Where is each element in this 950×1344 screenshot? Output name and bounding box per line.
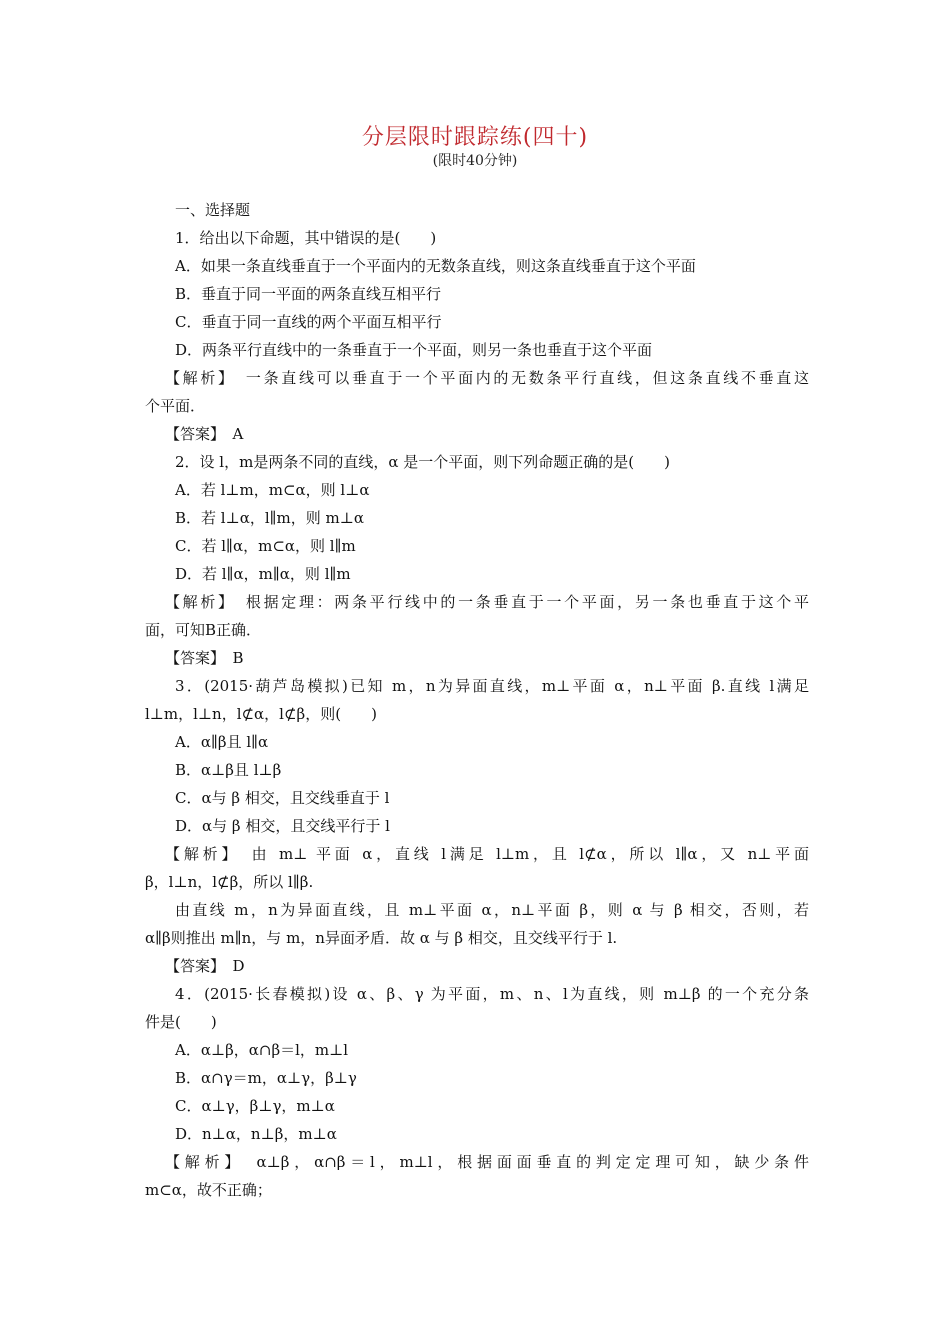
text-line: C．α与 β 相交，且交线垂直于 l [175, 789, 390, 807]
text-line: 4．(2015·长春模拟)设 α、β、γ 为平面，m、n、l为直线，则 m⊥β 的一个充分条 [175, 985, 809, 1003]
text-line: 【答案】 D [165, 957, 245, 975]
text-line: D．α与 β 相交，且交线平行于 l [175, 817, 390, 835]
text-line: B．α∩γ＝m，α⊥γ，β⊥γ [175, 1069, 357, 1087]
text-line: 2．设 l，m是两条不同的直线，α 是一个平面，则下列命题正确的是( ) [175, 453, 670, 471]
text-line: A．α⊥β，α∩β＝l，m⊥l [175, 1041, 349, 1059]
text-line: C．α⊥γ，β⊥γ，m⊥α [175, 1097, 335, 1115]
text-line: 【解析】 一条直线可以垂直于一个平面内的无数条平行直线，但这条直线不垂直这 [165, 369, 809, 387]
text-line: 个平面． [145, 397, 206, 415]
text-line: 【答案】 B [165, 649, 244, 667]
text-line: B．α⊥β且 l⊥β [175, 761, 282, 779]
text-line: A．α∥β且 l∥α [175, 733, 269, 751]
text-line: 由直线 m，n为异面直线，且 m⊥平面 α，n⊥平面 β，则 α 与 β 相交，否则，若 [175, 901, 809, 919]
text-line: C．垂直于同一直线的两个平面互相平行 [175, 313, 442, 331]
document-body [145, 196, 809, 1204]
text-line: m⊂α，故不正确； [145, 1181, 272, 1199]
text-line: l⊥m，l⊥n，l⊄α，l⊄β，则( ) [145, 705, 377, 723]
text-line: A．如果一条直线垂直于一个平面内的无数条直线，则这条直线垂直于这个平面 [175, 257, 696, 275]
text-line: 件是( ) [145, 1013, 217, 1031]
text-line: B．若 l⊥α，l∥m，则 m⊥α [175, 509, 365, 527]
text-line: A．若 l⊥m，m⊂α，则 l⊥α [175, 481, 370, 499]
text-line: 【解析】 由 m⊥ 平面 α，直线 l满足 l⊥m，且 l⊄α，所以 l∥α，又 n⊥平面 [165, 845, 809, 863]
text-line: α∥β则推出 m∥n，与 m，n异面矛盾．故 α 与 β 相交，且交线平行于 l. [145, 929, 618, 947]
text-line: 1．给出以下命题，其中错误的是( ) [175, 229, 437, 247]
text-line: D．若 l∥α，m∥α，则 l∥m [175, 565, 351, 583]
text-line: C．若 l∥α，m⊂α，则 l∥m [175, 537, 356, 555]
text-line: B．垂直于同一平面的两条直线互相平行 [175, 285, 442, 303]
text-line: 面，可知B正确． [145, 621, 262, 639]
text-line: 【解析】 α⊥β，α∩β＝l，m⊥l，根据面面垂直的判定定理可知，缺少条件 [165, 1153, 809, 1171]
text-line: 3．(2015·葫芦岛模拟)已知 m，n为异面直线，m⊥平面 α，n⊥平面 β.直线 l满足 [175, 677, 809, 695]
text-line: D．n⊥α，n⊥β，m⊥α [175, 1125, 337, 1143]
text-line: β，l⊥n，l⊄β，所以 l∥β. [145, 873, 314, 891]
text-line: 一、选择题 [175, 201, 251, 219]
time-limit-note: (限时40分钟) [432, 153, 518, 169]
page-title: 分层限时跟踪练(四十) [361, 125, 589, 150]
text-line: 【答案】 A [165, 425, 244, 443]
text-line: D．两条平行直线中的一条垂直于一个平面，则另一条也垂直于这个平面 [175, 341, 653, 359]
text-line: 【解析】 根据定理：两条平行线中的一条垂直于一个平面，另一条也垂直于这个平 [165, 593, 809, 611]
